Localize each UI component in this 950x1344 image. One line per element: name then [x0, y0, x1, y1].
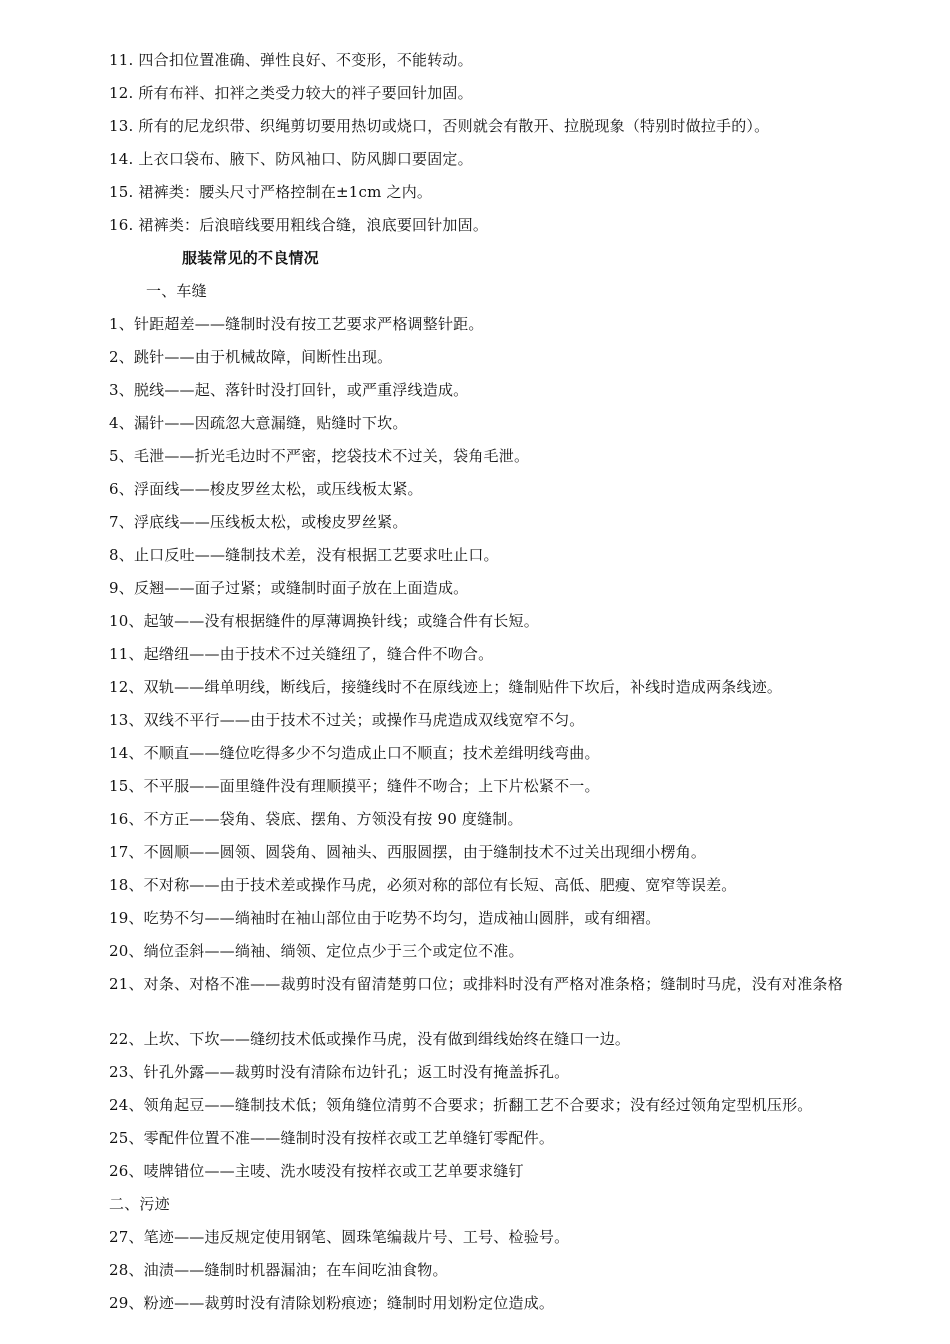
text-line: 23、针孔外露——裁剪时没有清除布边针孔；返工时没有掩盖拆孔。 [109, 1063, 570, 1081]
text-line: 16、不方正——袋角、袋底、摆角、方领没有按 90 度缝制。 [109, 810, 523, 828]
text-line: 4、漏针——因疏忽大意漏缝，贴缝时下坎。 [109, 414, 408, 432]
text-line: 7、浮底线——压线板太松，或梭皮罗丝紧。 [109, 513, 408, 531]
text-line: 19、吃势不匀——绱袖时在袖山部位由于吃势不均匀，造成袖山圆胖，或有细褶。 [109, 909, 661, 927]
text-line: 26、唛牌错位——主唛、洗水唛没有按样衣或工艺单要求缝钉 [109, 1162, 524, 1180]
text-line: 6、浮面线——梭皮罗丝太松，或压线板太紧。 [109, 480, 423, 498]
text-line: 13、双线不平行——由于技术不过关；或操作马虎造成双线宽窄不匀。 [109, 711, 585, 729]
text-line: 12. 所有布袢、扣袢之类受力较大的袢子要回针加固。 [109, 84, 473, 102]
text-line: 5、毛泄——折光毛边时不严密，挖袋技术不过关，袋角毛泄。 [109, 447, 530, 465]
text-line: 16. 裙裤类：后浪暗线要用粗线合缝，浪底要回针加固。 [109, 216, 489, 234]
section-heading: 二、污迹 [109, 1195, 170, 1213]
text-line: 15. 裙裤类：腰头尺寸严格控制在±1cm 之内。 [109, 183, 433, 201]
section-heading: 服装常见的不良情况 [182, 249, 319, 267]
text-line: 12、双轨——缉单明线，断线后，接缝线时不在原线迹上；缝制贴件下坎后，补线时造成两条线迹。 [109, 678, 783, 696]
text-line: 2、跳针——由于机械故障，间断性出现。 [109, 348, 393, 366]
text-line: 14. 上衣口袋布、腋下、防风袖口、防风脚口要固定。 [109, 150, 473, 168]
text-line: 13. 所有的尼龙织带、织绳剪切要用热切或烧口，否则就会有散开、拉脱现象（特别时做拉手的）。 [109, 117, 770, 135]
text-line: 21、对条、对格不准——裁剪时没有留清楚剪口位；或排料时没有严格对准条格；缝制时马虎，没有对准条格 [109, 975, 843, 993]
text-line: 3、脱线——起、落针时没打回针，或严重浮线造成。 [109, 381, 469, 399]
text-line: 14、不顺直——缝位吃得多少不匀造成止口不顺直；技术差缉明线弯曲。 [109, 744, 600, 762]
text-line: 20、绱位歪斜——绱袖、绱领、定位点少于三个或定位不准。 [109, 942, 524, 960]
text-line: 1、针距超差——缝制时没有按工艺要求严格调整针距。 [109, 315, 484, 333]
text-line: 11、起绺纽——由于技术不过关缝纽了，缝合件不吻合。 [109, 645, 494, 663]
text-line: 27、笔迹——违反规定使用钢笔、圆珠笔编裁片号、工号、检验号。 [109, 1228, 570, 1246]
text-line: 9、反翘——面子过紧；或缝制时面子放在上面造成。 [109, 579, 469, 597]
text-line: 18、不对称——由于技术差或操作马虎，必须对称的部位有长短、高低、肥瘦、宽窄等误差。 [109, 876, 737, 894]
text-line: 22、上坎、下坎——缝纫技术低或操作马虎，没有做到缉线始终在缝口一边。 [109, 1030, 631, 1048]
text-line: 15、不平服——面里缝件没有理顺摸平；缝件不吻合；上下片松紧不一。 [109, 777, 600, 795]
text-line: 24、领角起豆——缝制技术低；领角缝位清剪不合要求；折翻工艺不合要求；没有经过领角定型机压形。 [109, 1096, 813, 1114]
text-line: 28、油渍——缝制时机器漏油；在车间吃油食物。 [109, 1261, 448, 1279]
text-line: 8、止口反吐——缝制技术差，没有根据工艺要求吐止口。 [109, 546, 499, 564]
text-line: 17、不圆顺——圆领、圆袋角、圆袖头、西服圆摆，由于缝制技术不过关出现细小楞角。 [109, 843, 707, 861]
text-line: 11. 四合扣位置准确、弹性良好、不变形，不能转动。 [109, 51, 473, 69]
subsection-heading: 一、车缝 [146, 282, 207, 300]
text-line: 10、起皱——没有根据缝件的厚薄调换针线；或缝合件有长短。 [109, 612, 539, 630]
text-line: 29、粉迹——裁剪时没有清除划粉痕迹；缝制时用划粉定位造成。 [109, 1294, 555, 1312]
text-line: 25、零配件位置不准——缝制时没有按样衣或工艺单缝钉零配件。 [109, 1129, 555, 1147]
